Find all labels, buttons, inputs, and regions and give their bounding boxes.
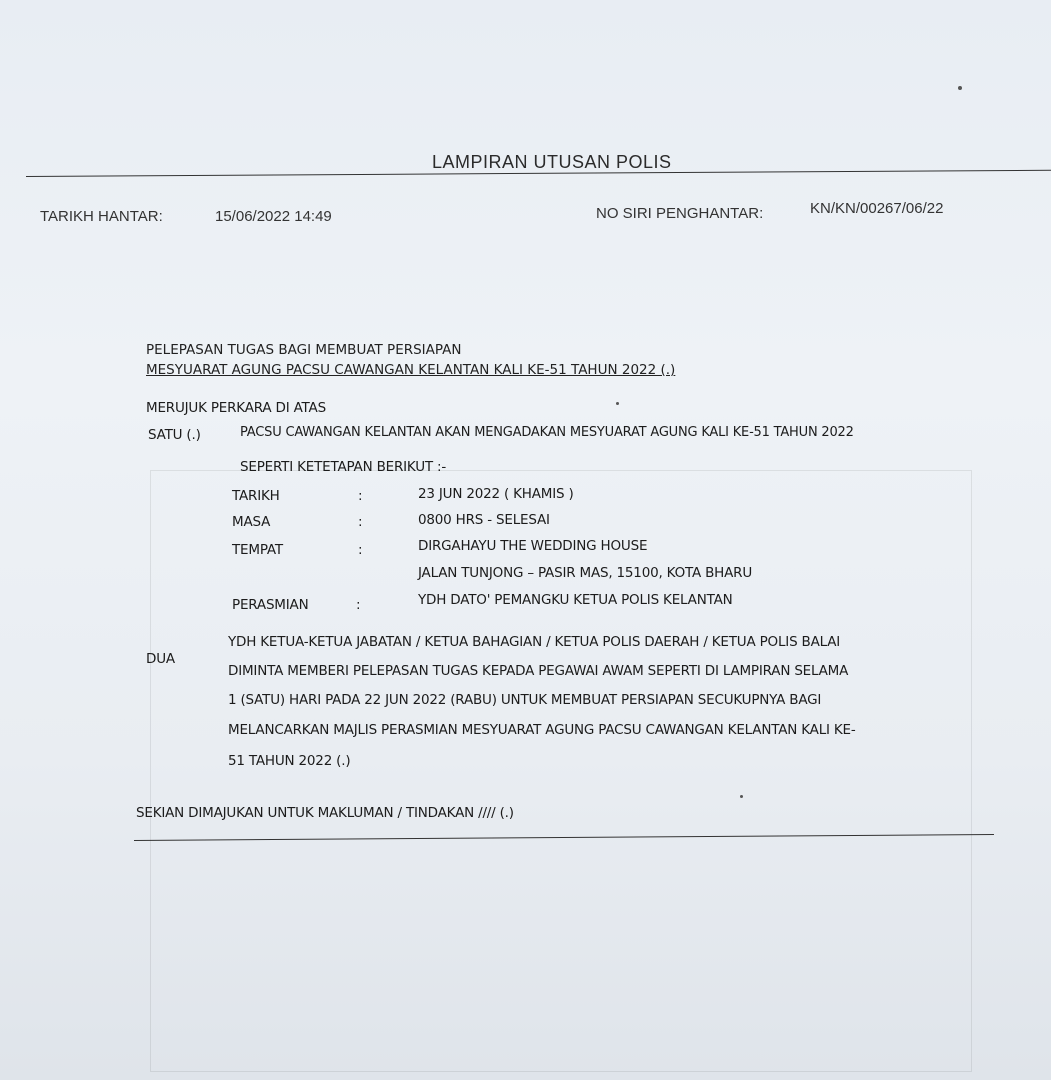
subject-block [146,340,675,380]
detail-tempat-value: DIRGAHAYU THE WEDDING HOUSE [418,538,648,554]
subject-line-2: MESYUARAT AGUNG PACSU CAWANGAN KELANTAN KALI KE-51 TAHUN 2022 (.) [146,362,676,378]
tarikh-hantar-value: 15/06/2022 14:49 [215,208,332,225]
dua-label: DUA [146,651,175,667]
detail-tarikh-sep: : [358,488,363,504]
closing-text: SEKIAN DIMAJUKAN UNTUK MAKLUMAN / TINDAKAN //// (.) [136,805,514,821]
tarikh-hantar-label: TARIKH HANTAR: [40,208,163,225]
detail-tempat-label: TEMPAT [232,542,283,558]
satu-line-2: SEPERTI KETETAPAN BERIKUT :- [240,459,447,475]
detail-perasmian-value: YDH DATO' PEMANGKU KETUA POLIS KELANTAN [418,592,733,608]
document-title: LAMPIRAN UTUSAN POLIS [432,152,672,172]
no-siri-value: KN/KN/00267/06/22 [810,200,944,217]
detail-masa-value: 0800 HRS - SELESAI [418,512,550,528]
paper-speck [616,402,619,405]
detail-masa-label: MASA [232,514,271,530]
no-siri-label: NO SIRI PENGHANTAR: [596,205,764,222]
satu-line-1: PACSU CAWANGAN KELANTAN AKAN MENGADAKAN MESYUARAT AGUNG KALI KE-51 TAHUN 2022 [240,425,854,440]
detail-perasmian-sep: : [356,597,361,613]
satu-label: SATU (.) [148,427,201,443]
dua-line-3: 1 (SATU) HARI PADA 22 JUN 2022 (RABU) UNTUK MEMBUAT PERSIAPAN SECUKUPNYA BAGI [228,692,822,708]
dua-line-2: DIMINTA MEMBERI PELEPASAN TUGAS KEPADA PEGAWAI AWAM SEPERTI DI LAMPIRAN SELAMA [228,663,849,679]
dua-line-4: MELANCARKAN MAJLIS PERASMIAN MESYUARAT AGUNG PACSU CAWANGAN KELANTAN KALI KE- [228,722,856,738]
detail-tempat-value-2: JALAN TUNJONG – PASIR MAS, 15100, KOTA BHARU [418,565,753,581]
detail-tarikh-value: 23 JUN 2022 ( KHAMIS ) [418,486,574,502]
merujuk-text: MERUJUK PERKARA DI ATAS [146,400,326,416]
detail-tarikh-label: TARIKH [232,488,280,504]
subject-line-1: PELEPASAN TUGAS BAGI MEMBUAT PERSIAPAN [146,342,462,358]
detail-perasmian-label: PERASMIAN [232,597,309,613]
detail-tempat-sep: : [358,542,363,558]
detail-masa-sep: : [358,514,363,530]
paper-speck [958,86,962,90]
dua-line-1: YDH KETUA-KETUA JABATAN / KETUA BAHAGIAN / KETUA POLIS DAERAH / KETUA POLIS BALAI [228,634,841,650]
dua-line-5: 51 TAHUN 2022 (.) [228,753,351,769]
paper-speck [740,795,743,798]
show-through-table [150,470,972,1072]
